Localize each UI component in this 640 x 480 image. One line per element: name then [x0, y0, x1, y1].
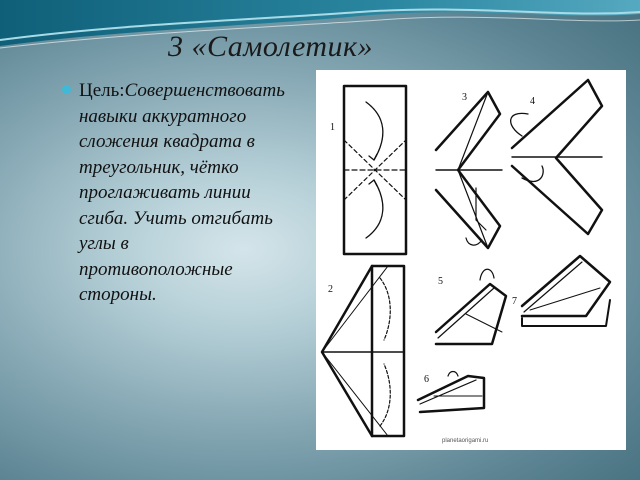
step-number: 3 [462, 92, 467, 103]
slide-title: 3 «Самолетик» [168, 30, 374, 63]
step-number: 1 [330, 122, 335, 133]
step-7-diagram [522, 256, 610, 326]
goal-text-line: Совершенствовать [124, 80, 285, 101]
origami-diagram-image [316, 70, 626, 450]
goal-text-line: сложения квадрата в [79, 131, 255, 152]
goal-label: Цель: [79, 80, 125, 101]
goal-text-line: стороны. [79, 284, 157, 305]
goal-text-line: проглаживать линии [79, 182, 251, 203]
step-4-diagram [511, 80, 602, 234]
goal-bullet [62, 78, 324, 308]
goal-text-line: сгиба. Учить отгибать [79, 207, 273, 229]
bullet-icon [62, 85, 71, 94]
image-credit: planetaorigami.ru [442, 438, 489, 444]
step-1-diagram [344, 86, 406, 254]
step-number: 4 [530, 96, 535, 107]
step-number: 5 [438, 276, 443, 287]
goal-text-line: углы в [79, 233, 129, 254]
goal-text-line: навыки аккуратного [79, 105, 247, 127]
step-5-diagram [436, 269, 506, 344]
step-2-diagram [322, 266, 404, 436]
step-number: 6 [424, 374, 429, 385]
step-number: 2 [328, 284, 333, 295]
goal-text-line: противоположные [79, 258, 233, 280]
step-number: 7 [512, 296, 517, 307]
goal-text-line: треугольник, чётко [79, 156, 239, 178]
step-3-diagram [436, 92, 502, 248]
